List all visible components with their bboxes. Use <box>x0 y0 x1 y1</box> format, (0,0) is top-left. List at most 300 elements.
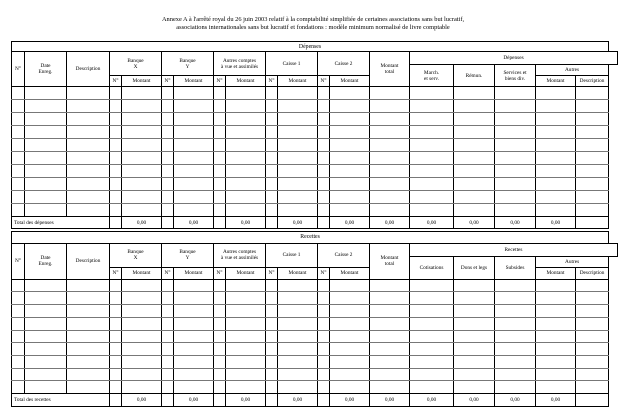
ledger-cell[interactable] <box>454 113 495 126</box>
ledger-cell[interactable] <box>110 152 122 165</box>
ledger-cell[interactable] <box>12 100 25 113</box>
ledger-cell[interactable] <box>122 381 162 394</box>
ledger-cell[interactable] <box>330 305 370 318</box>
ledger-cell[interactable] <box>266 165 278 178</box>
ledger-cell[interactable] <box>495 100 536 113</box>
ledger-cell[interactable] <box>67 204 110 217</box>
ledger-cell[interactable] <box>278 317 318 330</box>
ledger-cell[interactable] <box>67 152 110 165</box>
ledger-cell[interactable] <box>12 191 25 204</box>
ledger-cell[interactable] <box>278 305 318 318</box>
ledger-cell[interactable] <box>122 113 162 126</box>
ledger-cell[interactable] <box>330 152 370 165</box>
ledger-cell[interactable] <box>266 87 278 100</box>
ledger-cell[interactable] <box>174 356 214 369</box>
ledger-cell[interactable] <box>226 292 266 305</box>
ledger-cell[interactable] <box>495 113 536 126</box>
ledger-cell[interactable] <box>278 330 318 343</box>
ledger-cell[interactable] <box>318 152 330 165</box>
ledger-cell[interactable] <box>67 165 110 178</box>
ledger-cell[interactable] <box>370 204 410 217</box>
ledger-cell[interactable] <box>266 292 278 305</box>
ledger-cell[interactable] <box>410 305 454 318</box>
ledger-cell[interactable] <box>67 139 110 152</box>
ledger-cell[interactable] <box>266 139 278 152</box>
ledger-cell[interactable] <box>410 178 454 191</box>
ledger-cell[interactable] <box>330 317 370 330</box>
ledger-cell[interactable] <box>226 165 266 178</box>
ledger-cell[interactable] <box>576 139 609 152</box>
ledger-cell[interactable] <box>174 113 214 126</box>
ledger-cell[interactable] <box>122 152 162 165</box>
ledger-cell[interactable] <box>266 204 278 217</box>
ledger-cell[interactable] <box>370 292 410 305</box>
ledger-cell[interactable] <box>12 139 25 152</box>
ledger-cell[interactable] <box>122 279 162 292</box>
ledger-cell[interactable] <box>162 100 174 113</box>
ledger-cell[interactable] <box>174 204 214 217</box>
ledger-cell[interactable] <box>330 356 370 369</box>
ledger-cell[interactable] <box>536 87 576 100</box>
ledger-cell[interactable] <box>110 330 122 343</box>
ledger-cell[interactable] <box>370 317 410 330</box>
ledger-cell[interactable] <box>370 279 410 292</box>
ledger-cell[interactable] <box>495 330 536 343</box>
ledger-cell[interactable] <box>214 126 226 139</box>
ledger-cell[interactable] <box>174 139 214 152</box>
ledger-cell[interactable] <box>266 330 278 343</box>
ledger-cell[interactable] <box>576 178 609 191</box>
ledger-cell[interactable] <box>226 381 266 394</box>
ledger-cell[interactable] <box>162 165 174 178</box>
ledger-cell[interactable] <box>536 100 576 113</box>
ledger-cell[interactable] <box>110 279 122 292</box>
ledger-cell[interactable] <box>318 126 330 139</box>
ledger-cell[interactable] <box>174 279 214 292</box>
ledger-cell[interactable] <box>226 279 266 292</box>
ledger-cell[interactable] <box>25 343 67 356</box>
ledger-cell[interactable] <box>330 126 370 139</box>
ledger-cell[interactable] <box>330 165 370 178</box>
ledger-cell[interactable] <box>25 191 67 204</box>
ledger-cell[interactable] <box>214 330 226 343</box>
ledger-cell[interactable] <box>495 87 536 100</box>
ledger-cell[interactable] <box>495 356 536 369</box>
ledger-cell[interactable] <box>330 279 370 292</box>
ledger-cell[interactable] <box>278 381 318 394</box>
ledger-cell[interactable] <box>318 139 330 152</box>
ledger-cell[interactable] <box>370 343 410 356</box>
ledger-cell[interactable] <box>495 178 536 191</box>
ledger-cell[interactable] <box>25 126 67 139</box>
ledger-cell[interactable] <box>536 305 576 318</box>
ledger-cell[interactable] <box>318 191 330 204</box>
ledger-cell[interactable] <box>454 152 495 165</box>
ledger-cell[interactable] <box>226 139 266 152</box>
ledger-cell[interactable] <box>370 152 410 165</box>
ledger-cell[interactable] <box>410 292 454 305</box>
ledger-cell[interactable] <box>318 165 330 178</box>
ledger-cell[interactable] <box>278 343 318 356</box>
ledger-cell[interactable] <box>110 368 122 381</box>
ledger-cell[interactable] <box>278 165 318 178</box>
ledger-cell[interactable] <box>25 113 67 126</box>
ledger-cell[interactable] <box>174 178 214 191</box>
ledger-cell[interactable] <box>576 152 609 165</box>
ledger-cell[interactable] <box>266 113 278 126</box>
ledger-cell[interactable] <box>25 139 67 152</box>
ledger-cell[interactable] <box>174 191 214 204</box>
ledger-cell[interactable] <box>370 100 410 113</box>
ledger-cell[interactable] <box>266 279 278 292</box>
ledger-cell[interactable] <box>330 178 370 191</box>
ledger-cell[interactable] <box>330 381 370 394</box>
ledger-cell[interactable] <box>110 165 122 178</box>
ledger-cell[interactable] <box>495 343 536 356</box>
ledger-cell[interactable] <box>226 368 266 381</box>
ledger-cell[interactable] <box>226 191 266 204</box>
ledger-cell[interactable] <box>162 191 174 204</box>
ledger-cell[interactable] <box>25 100 67 113</box>
ledger-cell[interactable] <box>266 305 278 318</box>
ledger-cell[interactable] <box>266 343 278 356</box>
ledger-cell[interactable] <box>214 191 226 204</box>
ledger-cell[interactable] <box>318 356 330 369</box>
ledger-cell[interactable] <box>536 356 576 369</box>
ledger-cell[interactable] <box>370 191 410 204</box>
ledger-cell[interactable] <box>110 292 122 305</box>
ledger-cell[interactable] <box>266 100 278 113</box>
ledger-cell[interactable] <box>162 126 174 139</box>
ledger-cell[interactable] <box>174 87 214 100</box>
ledger-cell[interactable] <box>536 292 576 305</box>
ledger-cell[interactable] <box>454 381 495 394</box>
ledger-cell[interactable] <box>576 381 609 394</box>
ledger-cell[interactable] <box>122 191 162 204</box>
ledger-cell[interactable] <box>25 165 67 178</box>
ledger-cell[interactable] <box>370 126 410 139</box>
ledger-cell[interactable] <box>495 381 536 394</box>
ledger-cell[interactable] <box>536 191 576 204</box>
ledger-cell[interactable] <box>454 317 495 330</box>
ledger-cell[interactable] <box>162 356 174 369</box>
ledger-cell[interactable] <box>110 100 122 113</box>
ledger-cell[interactable] <box>454 87 495 100</box>
ledger-cell[interactable] <box>278 279 318 292</box>
ledger-cell[interactable] <box>214 356 226 369</box>
ledger-cell[interactable] <box>12 292 25 305</box>
ledger-cell[interactable] <box>12 113 25 126</box>
ledger-cell[interactable] <box>318 368 330 381</box>
ledger-cell[interactable] <box>454 165 495 178</box>
ledger-cell[interactable] <box>122 317 162 330</box>
ledger-cell[interactable] <box>25 381 67 394</box>
ledger-cell[interactable] <box>536 381 576 394</box>
ledger-cell[interactable] <box>214 152 226 165</box>
ledger-cell[interactable] <box>318 381 330 394</box>
ledger-cell[interactable] <box>226 330 266 343</box>
ledger-cell[interactable] <box>122 292 162 305</box>
ledger-cell[interactable] <box>25 330 67 343</box>
ledger-cell[interactable] <box>576 305 609 318</box>
ledger-cell[interactable] <box>454 292 495 305</box>
ledger-cell[interactable] <box>110 381 122 394</box>
ledger-cell[interactable] <box>318 279 330 292</box>
ledger-cell[interactable] <box>162 343 174 356</box>
ledger-cell[interactable] <box>122 356 162 369</box>
ledger-cell[interactable] <box>370 330 410 343</box>
ledger-cell[interactable] <box>214 381 226 394</box>
ledger-cell[interactable] <box>174 152 214 165</box>
ledger-cell[interactable] <box>576 165 609 178</box>
ledger-cell[interactable] <box>25 305 67 318</box>
ledger-cell[interactable] <box>454 330 495 343</box>
ledger-cell[interactable] <box>454 139 495 152</box>
ledger-cell[interactable] <box>454 178 495 191</box>
ledger-cell[interactable] <box>110 317 122 330</box>
ledger-cell[interactable] <box>110 204 122 217</box>
ledger-cell[interactable] <box>576 100 609 113</box>
ledger-cell[interactable] <box>67 191 110 204</box>
ledger-cell[interactable] <box>110 356 122 369</box>
ledger-cell[interactable] <box>162 113 174 126</box>
ledger-cell[interactable] <box>110 343 122 356</box>
ledger-cell[interactable] <box>67 87 110 100</box>
ledger-cell[interactable] <box>318 330 330 343</box>
ledger-cell[interactable] <box>67 178 110 191</box>
ledger-cell[interactable] <box>67 368 110 381</box>
ledger-cell[interactable] <box>495 368 536 381</box>
ledger-cell[interactable] <box>214 100 226 113</box>
ledger-cell[interactable] <box>214 165 226 178</box>
ledger-cell[interactable] <box>226 87 266 100</box>
ledger-cell[interactable] <box>318 100 330 113</box>
ledger-cell[interactable] <box>495 165 536 178</box>
ledger-cell[interactable] <box>162 204 174 217</box>
ledger-cell[interactable] <box>162 152 174 165</box>
ledger-cell[interactable] <box>278 191 318 204</box>
ledger-cell[interactable] <box>330 87 370 100</box>
ledger-cell[interactable] <box>12 368 25 381</box>
ledger-cell[interactable] <box>370 113 410 126</box>
ledger-cell[interactable] <box>278 113 318 126</box>
ledger-cell[interactable] <box>495 139 536 152</box>
ledger-cell[interactable] <box>536 178 576 191</box>
ledger-cell[interactable] <box>110 87 122 100</box>
ledger-cell[interactable] <box>495 292 536 305</box>
ledger-cell[interactable] <box>110 191 122 204</box>
ledger-cell[interactable] <box>278 368 318 381</box>
ledger-cell[interactable] <box>174 100 214 113</box>
ledger-cell[interactable] <box>410 317 454 330</box>
ledger-cell[interactable] <box>536 152 576 165</box>
ledger-cell[interactable] <box>110 113 122 126</box>
ledger-cell[interactable] <box>576 356 609 369</box>
ledger-cell[interactable] <box>318 317 330 330</box>
ledger-cell[interactable] <box>410 191 454 204</box>
ledger-cell[interactable] <box>454 126 495 139</box>
ledger-cell[interactable] <box>122 204 162 217</box>
ledger-cell[interactable] <box>25 368 67 381</box>
ledger-cell[interactable] <box>318 113 330 126</box>
ledger-cell[interactable] <box>370 87 410 100</box>
ledger-cell[interactable] <box>576 87 609 100</box>
ledger-cell[interactable] <box>25 317 67 330</box>
ledger-cell[interactable] <box>495 191 536 204</box>
ledger-cell[interactable] <box>454 204 495 217</box>
ledger-cell[interactable] <box>174 317 214 330</box>
ledger-cell[interactable] <box>410 279 454 292</box>
ledger-cell[interactable] <box>576 317 609 330</box>
ledger-cell[interactable] <box>122 305 162 318</box>
ledger-cell[interactable] <box>318 178 330 191</box>
ledger-cell[interactable] <box>318 343 330 356</box>
ledger-cell[interactable] <box>536 204 576 217</box>
ledger-cell[interactable] <box>226 113 266 126</box>
ledger-cell[interactable] <box>454 100 495 113</box>
ledger-cell[interactable] <box>110 126 122 139</box>
ledger-cell[interactable] <box>330 100 370 113</box>
ledger-cell[interactable] <box>370 305 410 318</box>
ledger-cell[interactable] <box>318 292 330 305</box>
ledger-cell[interactable] <box>536 165 576 178</box>
ledger-cell[interactable] <box>330 139 370 152</box>
ledger-cell[interactable] <box>330 330 370 343</box>
ledger-cell[interactable] <box>495 126 536 139</box>
ledger-cell[interactable] <box>67 292 110 305</box>
ledger-cell[interactable] <box>122 139 162 152</box>
ledger-cell[interactable] <box>495 317 536 330</box>
ledger-cell[interactable] <box>536 330 576 343</box>
ledger-cell[interactable] <box>67 305 110 318</box>
ledger-cell[interactable] <box>122 330 162 343</box>
ledger-cell[interactable] <box>330 113 370 126</box>
ledger-cell[interactable] <box>370 381 410 394</box>
ledger-cell[interactable] <box>67 126 110 139</box>
ledger-cell[interactable] <box>278 152 318 165</box>
ledger-cell[interactable] <box>576 204 609 217</box>
ledger-cell[interactable] <box>318 204 330 217</box>
ledger-cell[interactable] <box>266 152 278 165</box>
ledger-cell[interactable] <box>12 317 25 330</box>
ledger-cell[interactable] <box>214 343 226 356</box>
ledger-cell[interactable] <box>330 368 370 381</box>
ledger-cell[interactable] <box>410 356 454 369</box>
ledger-cell[interactable] <box>454 191 495 204</box>
ledger-cell[interactable] <box>12 330 25 343</box>
ledger-cell[interactable] <box>122 126 162 139</box>
ledger-cell[interactable] <box>67 279 110 292</box>
ledger-cell[interactable] <box>226 178 266 191</box>
ledger-cell[interactable] <box>12 152 25 165</box>
ledger-cell[interactable] <box>495 204 536 217</box>
ledger-cell[interactable] <box>318 87 330 100</box>
ledger-cell[interactable] <box>576 126 609 139</box>
ledger-cell[interactable] <box>214 139 226 152</box>
ledger-cell[interactable] <box>330 292 370 305</box>
ledger-cell[interactable] <box>110 139 122 152</box>
ledger-cell[interactable] <box>454 356 495 369</box>
ledger-cell[interactable] <box>25 204 67 217</box>
ledger-cell[interactable] <box>122 343 162 356</box>
ledger-cell[interactable] <box>278 292 318 305</box>
ledger-cell[interactable] <box>174 381 214 394</box>
ledger-cell[interactable] <box>67 356 110 369</box>
ledger-cell[interactable] <box>214 279 226 292</box>
ledger-cell[interactable] <box>576 368 609 381</box>
ledger-cell[interactable] <box>410 126 454 139</box>
ledger-cell[interactable] <box>278 178 318 191</box>
ledger-cell[interactable] <box>174 292 214 305</box>
ledger-cell[interactable] <box>162 368 174 381</box>
ledger-cell[interactable] <box>174 343 214 356</box>
ledger-cell[interactable] <box>162 381 174 394</box>
ledger-cell[interactable] <box>226 152 266 165</box>
ledger-cell[interactable] <box>12 279 25 292</box>
ledger-cell[interactable] <box>495 305 536 318</box>
ledger-cell[interactable] <box>12 126 25 139</box>
ledger-cell[interactable] <box>370 178 410 191</box>
ledger-cell[interactable] <box>122 178 162 191</box>
ledger-cell[interactable] <box>174 330 214 343</box>
ledger-cell[interactable] <box>162 279 174 292</box>
ledger-cell[interactable] <box>278 204 318 217</box>
ledger-cell[interactable] <box>25 292 67 305</box>
ledger-cell[interactable] <box>214 178 226 191</box>
ledger-cell[interactable] <box>278 87 318 100</box>
ledger-cell[interactable] <box>226 100 266 113</box>
ledger-cell[interactable] <box>454 368 495 381</box>
ledger-cell[interactable] <box>25 87 67 100</box>
ledger-cell[interactable] <box>174 126 214 139</box>
ledger-cell[interactable] <box>576 330 609 343</box>
ledger-cell[interactable] <box>12 165 25 178</box>
ledger-cell[interactable] <box>330 191 370 204</box>
ledger-cell[interactable] <box>174 305 214 318</box>
ledger-cell[interactable] <box>576 343 609 356</box>
ledger-cell[interactable] <box>266 356 278 369</box>
ledger-cell[interactable] <box>370 356 410 369</box>
ledger-cell[interactable] <box>214 204 226 217</box>
ledger-cell[interactable] <box>12 87 25 100</box>
ledger-cell[interactable] <box>67 343 110 356</box>
ledger-cell[interactable] <box>226 305 266 318</box>
ledger-cell[interactable] <box>214 87 226 100</box>
ledger-cell[interactable] <box>576 279 609 292</box>
ledger-cell[interactable] <box>454 279 495 292</box>
ledger-cell[interactable] <box>12 178 25 191</box>
ledger-cell[interactable] <box>536 343 576 356</box>
ledger-cell[interactable] <box>410 87 454 100</box>
ledger-cell[interactable] <box>162 305 174 318</box>
ledger-cell[interactable] <box>174 368 214 381</box>
ledger-cell[interactable] <box>226 126 266 139</box>
ledger-cell[interactable] <box>370 139 410 152</box>
ledger-cell[interactable] <box>162 87 174 100</box>
ledger-cell[interactable] <box>122 87 162 100</box>
ledger-cell[interactable] <box>226 317 266 330</box>
ledger-cell[interactable] <box>278 139 318 152</box>
ledger-cell[interactable] <box>410 165 454 178</box>
ledger-cell[interactable] <box>330 343 370 356</box>
ledger-cell[interactable] <box>12 381 25 394</box>
ledger-cell[interactable] <box>410 152 454 165</box>
ledger-cell[interactable] <box>214 305 226 318</box>
ledger-cell[interactable] <box>576 113 609 126</box>
ledger-cell[interactable] <box>576 292 609 305</box>
ledger-cell[interactable] <box>226 356 266 369</box>
ledger-cell[interactable] <box>162 317 174 330</box>
